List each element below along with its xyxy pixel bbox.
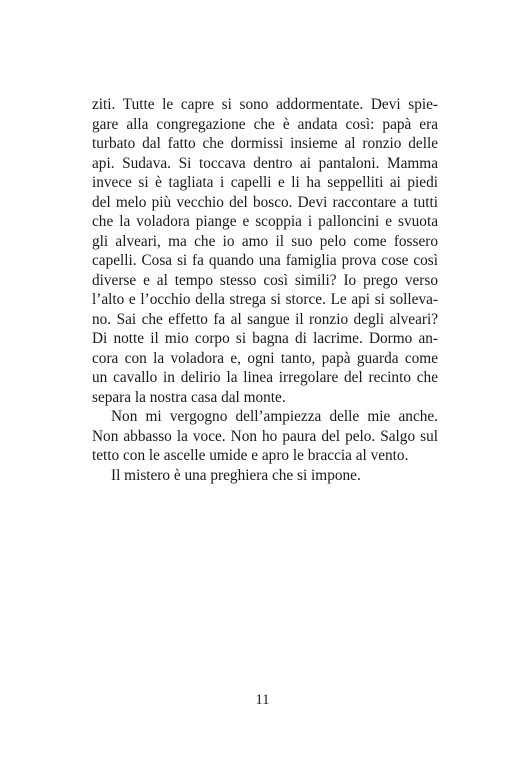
body-text	[92, 95, 438, 485]
text-line: un cavallo in delirio la linea irregolare del recinto che	[92, 369, 438, 386]
text-line: cora con la voladora e, ogni tanto, papà guarda come	[92, 349, 438, 367]
text-line: Non abbasso la voce. Non ho paura del pelo. Salgo sul	[92, 427, 438, 445]
text-line: tetto con le ascelle umide e apro le braccia al vento.	[92, 447, 409, 464]
text-line: turbato dal fatto che dormissi insieme al ronzio delle	[92, 135, 438, 152]
text-line: Il mistero è una preghiera che si impone.	[111, 466, 361, 484]
text-line: Di notte il mio corpo si bagna di lacrime. Dormo an-	[92, 330, 438, 347]
text-line: diverse e al tempo stesso così simili? Io prego verso	[92, 271, 438, 289]
text-line: api. Sudava. Si toccava dentro ai pantaloni. Mamma	[92, 154, 438, 172]
text-line: gare alla congregazione che è andata così: papà era	[92, 115, 438, 133]
text-line: Non mi vergogno dell’ampiezza delle mie anche.	[111, 408, 438, 425]
text-line: separa la nostra casa dal monte.	[92, 388, 286, 406]
text-line: gli alveari, ma che io amo il suo pelo come fossero	[92, 232, 438, 250]
text-line: del melo più vecchio del bosco. Devi raccontare a tutti	[92, 193, 438, 211]
text-line: l’alto e l’occhio della strega si storce. Le api si solleva-	[92, 291, 438, 308]
page-number: 11	[255, 692, 270, 708]
text-line: invece si è tagliata i capelli e li ha seppelliti ai piedi	[92, 174, 438, 191]
text-line: no. Sai che effetto fa al sangue il ronzio degli alveari?	[92, 310, 438, 328]
text-line: ziti. Tutte le capre si sono addormentate. Devi spie-	[92, 96, 438, 113]
text-line: capelli. Cosa si fa quando una famiglia prova cose così	[92, 252, 438, 269]
text-line: che la voladora piange e scoppia i palloncini e svuota	[92, 213, 438, 230]
